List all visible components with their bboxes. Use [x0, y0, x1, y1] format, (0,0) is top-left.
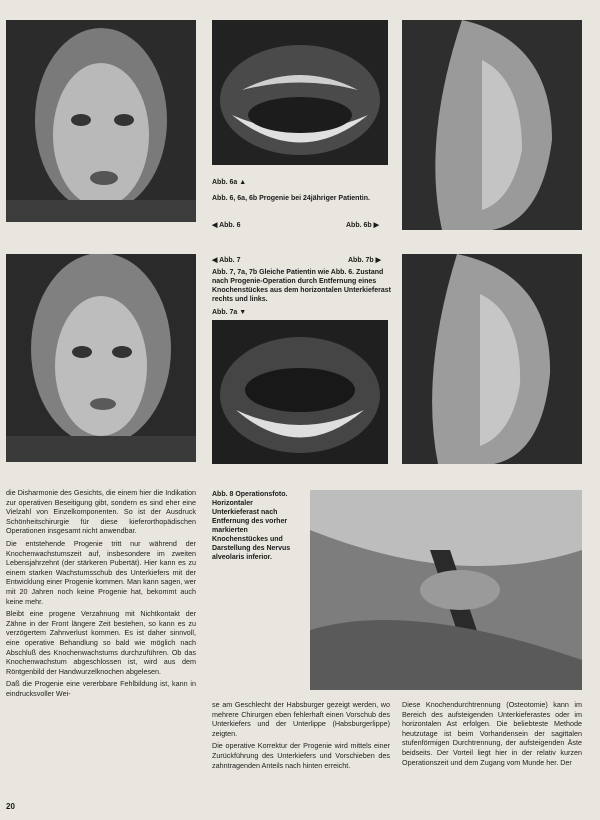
photo-abb6-face-front — [6, 20, 196, 222]
caption-abb7b-right: Abb. 7b ▶ — [348, 257, 381, 264]
paragraph: Die entstehende Progenie tritt nur während der Knochenwachstumszeit auf, insbesondere im zweiten Lebensjahrzehnt (der stärkeren Pubertät). Hier kann es zu einem starken Wachstumsschub des Unterkiefers mit der Entwicklung einer Progenie kommen. Man kann sagen, wer mit 20 Jahren noch keine Progenie hat, bekommt auch keine mehr. — [6, 538, 196, 606]
caption-abb6-left: ◀ Abb. 6 — [212, 222, 241, 229]
paragraph: die Disharmonie des Gesichts, die einem hier die Indikation zur operativen Beseitigung gibt, sondern es sind eher eine Vielzahl von Einzelkomponenten. So ist der Ausdruck Schönheitschirurgie für diese kieferorthopädischen Operationen insgesamt nicht anwendbar. — [6, 488, 196, 536]
caption-abb7-left: ◀ Abb. 7 — [212, 257, 241, 264]
photo-abb7-face-front — [6, 254, 196, 462]
caption-abb7a: Abb. 7a ▼ — [212, 309, 247, 316]
photo-abb7a-teeth — [212, 320, 388, 464]
paragraph: Daß die Progenie eine vererbbare Fehlbildung ist, kann in eindrucksvoller Wei- — [6, 679, 196, 698]
photo-abb6b-profile — [402, 20, 582, 230]
text-column-left — [6, 488, 196, 701]
photo-abb6a-teeth — [212, 20, 388, 165]
caption-abb6a: Abb. 6a ▲ — [212, 179, 247, 186]
paragraph: Die operative Korrektur der Progenie wird mittels einer Zurückführung des Unterkiefers und Vorschieben des zahntragenden Anteils nach hinten erreicht. — [212, 741, 390, 770]
paragraph: Bleibt eine progene Verzahnung mit Nichtkontakt der Zähne in der Front längere Zeit bestehen, so kann es zu verzögertem Zahnverlust kommen. Es ist daher sinnvoll, eine operative Behandlung so bald wie möglich nach Abschluß des Knochenwachstums durchzuführen. Ob das Knochenwachstum abgeschlossen ist, wird aus dem Röntgenbild der Handwurzelknochen abgelesen. — [6, 609, 196, 676]
caption-abb6b-right: Abb. 6b ▶ — [346, 222, 379, 229]
caption-abb7-title: Abb. 7, 7a, 7b Gleiche Patientin wie Abb. 6. Zustand nach Progenie-Operation durch Entfernung eines Knochenstückes aus dem horizontalen Unterkieferast rechts und links. — [212, 269, 391, 303]
paragraph: se am Geschlecht der Habsburger gezeigt werden, wo mehrere Chirurgen eben fehlerhaft einen Vorschub des Unterkiefers und der Unterlippe (Habsburgerlippe) zeigten. — [212, 700, 390, 738]
photo-abb7b-profile — [402, 254, 582, 464]
text-column-right — [402, 700, 582, 770]
text-column-middle — [212, 700, 390, 773]
paragraph: Diese Knochendurchtrennung (Osteotomie) kann im Bereich des aufsteigenden Unterkieferastes oder im horizontalen Ast erfolgen. Die beliebteste Methode heutzutage ist beim Vorhandensein der sagittalen stufenförmigen Durchtrennung, der aufsteigenden Äste beidseits. Der Vorteil liegt hier in der relativ kurzen Operationszeit und dem Zugang vom Munde her. Der — [402, 700, 582, 767]
caption-abb8: Abb. 8 Operationsfoto. Horizontaler Unterkieferast nach Entfernung des vorher markierten Knochenstückes und Darstellung des Nervus alveolaris inferior. — [212, 491, 291, 561]
page-number: 20 — [6, 802, 15, 811]
caption-abb6-title: Abb. 6, 6a, 6b Progenie bei 24jähriger Patientin. — [212, 195, 370, 202]
photo-abb8-operation — [310, 490, 582, 690]
